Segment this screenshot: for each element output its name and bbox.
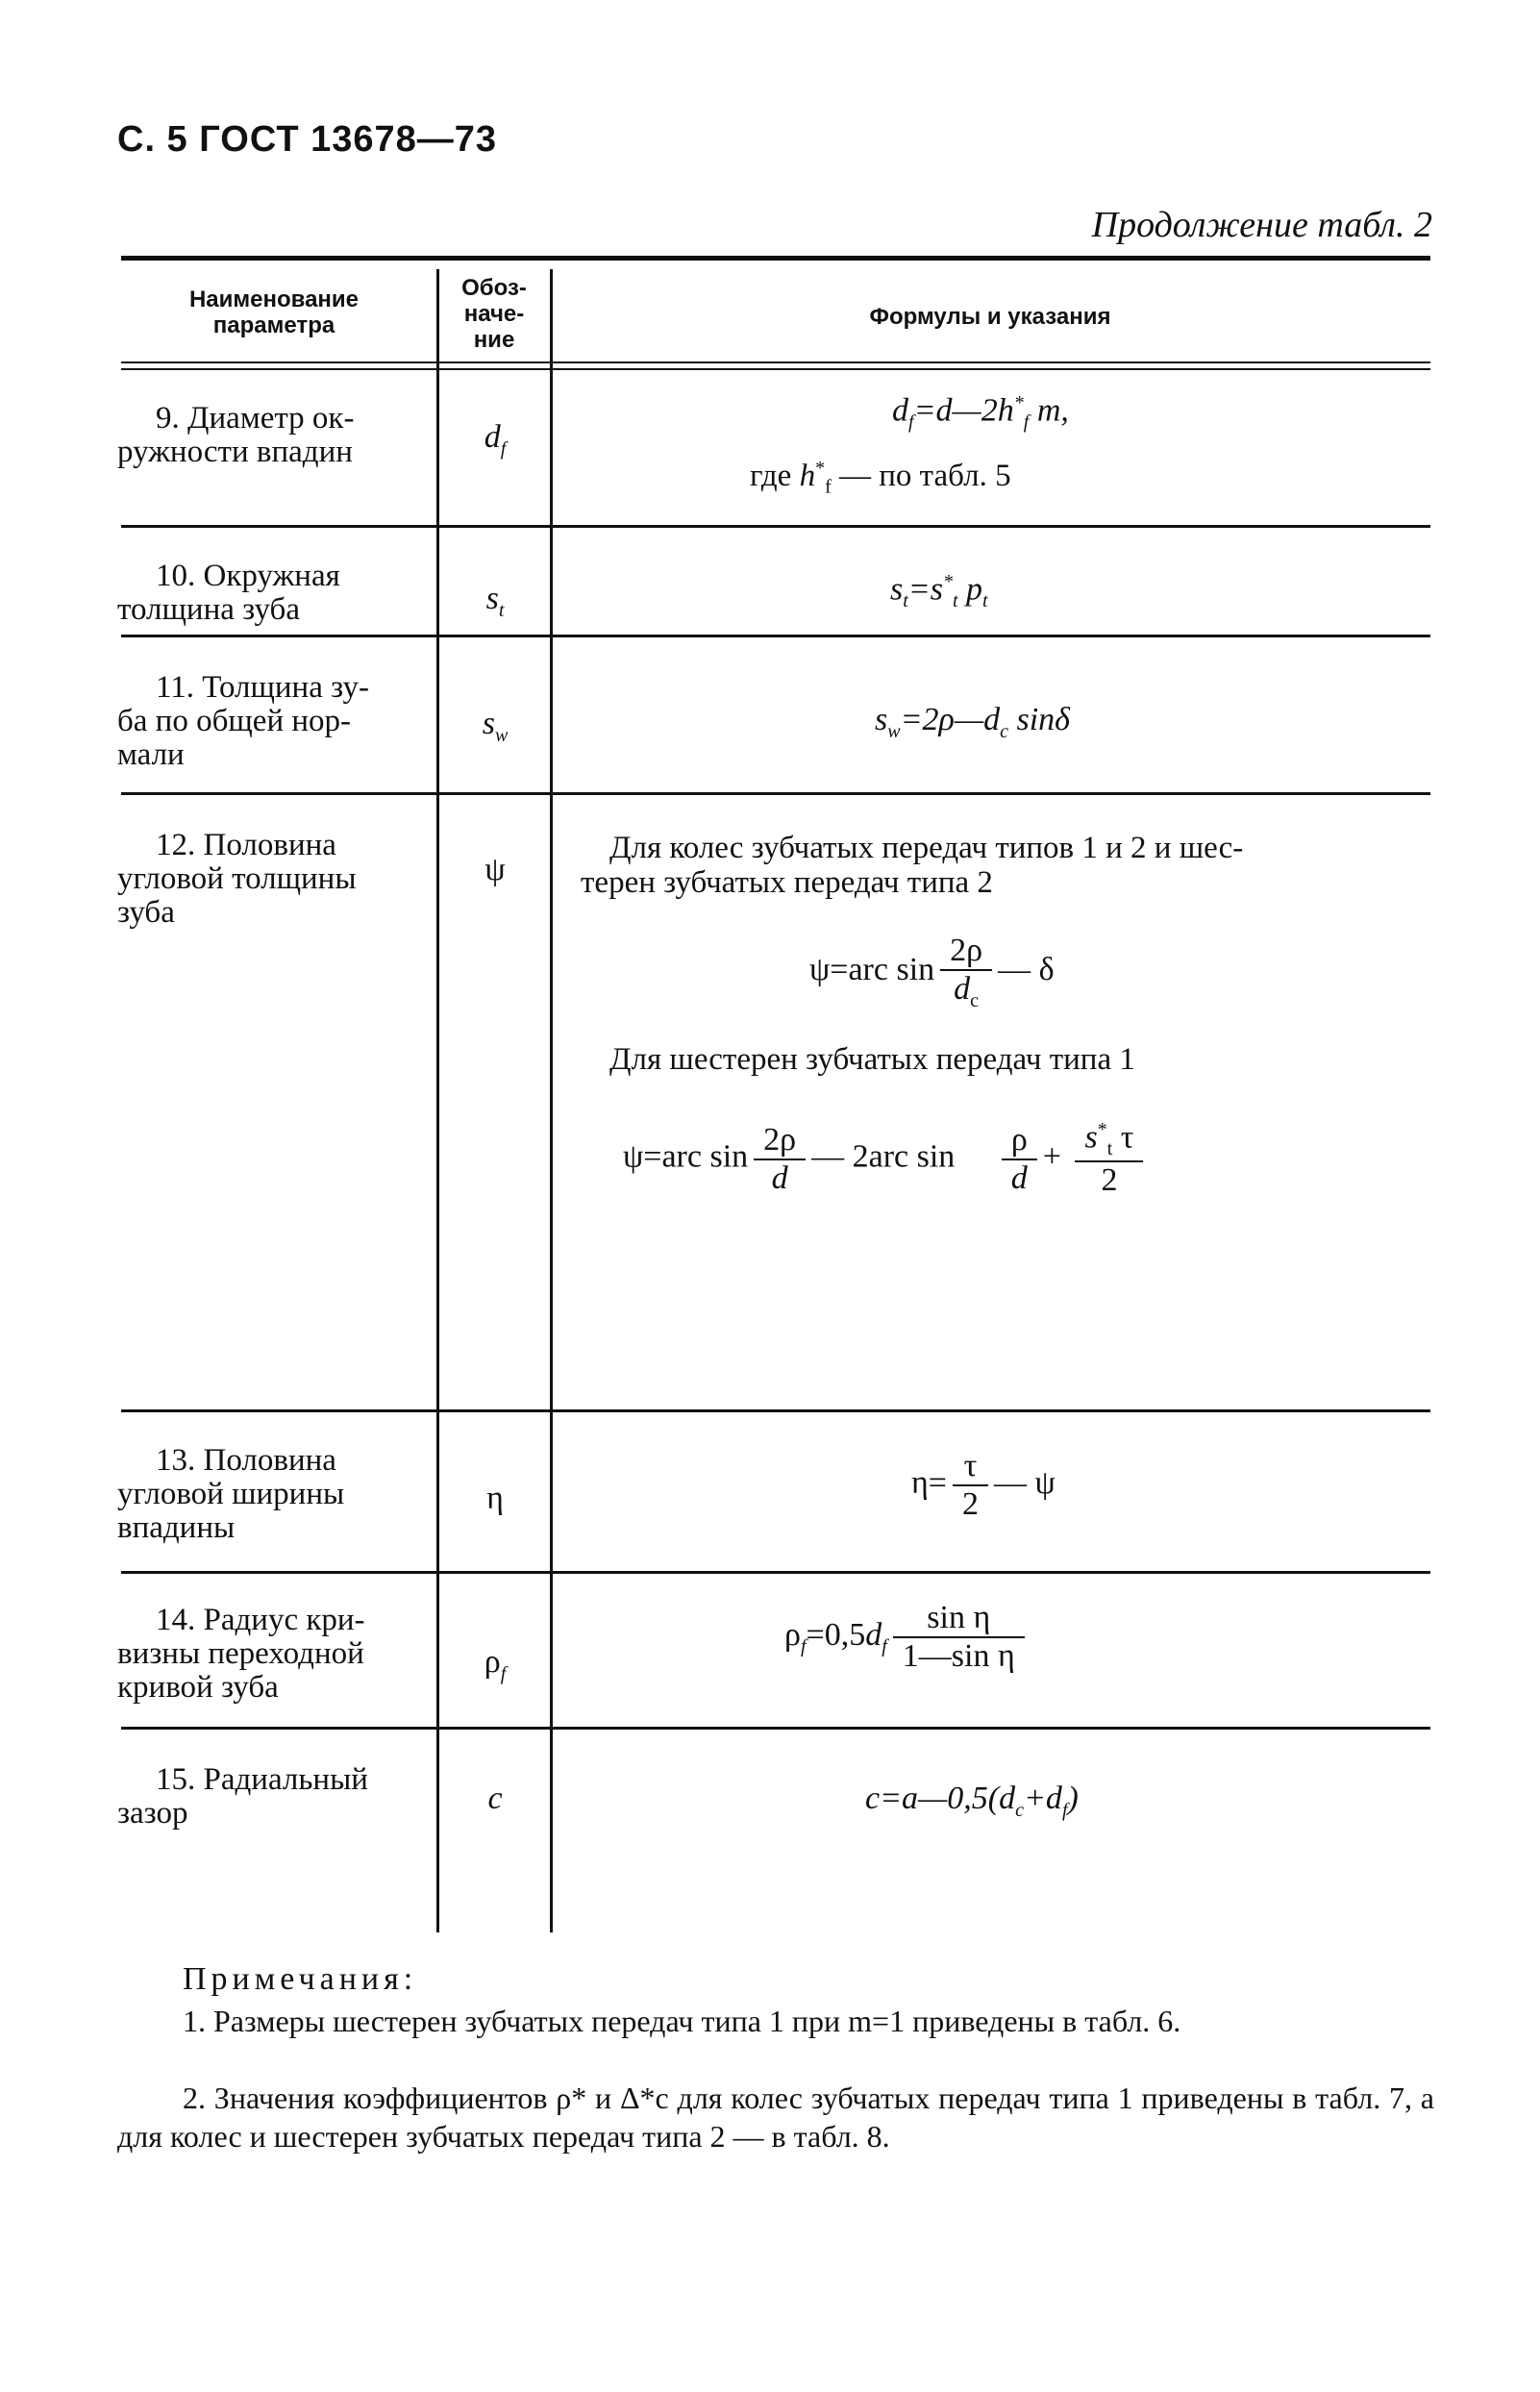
formula-note: где $h^*_f$ — по табл. 5: [750, 458, 1011, 498]
name-line: визны переходной: [117, 1636, 364, 1671]
name-line: 9. Диаметр ок-: [156, 401, 355, 436]
name-line: кривой зуба: [117, 1670, 279, 1705]
text-line: терен зубчатых передач типа 2: [581, 865, 993, 900]
header-line: параметра: [212, 312, 335, 338]
parameter-symbol: $\rho_f$: [484, 1644, 507, 1684]
parameter-name: [117, 1604, 425, 1705]
name-line: впадины: [117, 1510, 236, 1545]
name-line: 13. Половина: [156, 1443, 336, 1478]
text-line: Для колес зубчатых передач типов 1 и 2 и шес-: [609, 831, 1244, 865]
row-divider: [121, 525, 1430, 528]
header-separator-2: [121, 368, 1430, 370]
table-top-rule: [121, 256, 1430, 261]
formula: ψ=arc sin $\frac{2\rho}{d_c}$ — δ: [809, 933, 1055, 1011]
formula: η= $\frac{\tau}{2}$ — ψ: [911, 1448, 1056, 1522]
notes-title: Примечания:: [183, 1961, 418, 1997]
name-line: ружности впадин: [117, 435, 353, 469]
parameter-name: [117, 1444, 425, 1545]
parameter-symbol: $s_w$: [482, 706, 509, 746]
name-line: 15. Радиальный: [156, 1762, 368, 1797]
header-line: ние: [473, 327, 515, 353]
name-line: зуба: [117, 895, 175, 930]
name-line: ба по общей нор-: [117, 704, 352, 738]
parameter-name: [117, 560, 425, 627]
name-line: 14. Радиус кри-: [156, 1603, 365, 1637]
formula: $\rho_f=0,5d_f$ $\frac{\text{sin η}}{\text{1—sin η}}$: [784, 1600, 1031, 1675]
parameter-symbol: $s_t$: [485, 581, 505, 621]
header-line: наче-: [463, 301, 525, 327]
formula-text: Для шестерен зубчатых передач типа 1: [609, 1042, 1135, 1077]
formula: $d_f=d—2h^*_f$ m,: [892, 392, 1069, 434]
name-line: 11. Толщина зу-: [156, 670, 369, 705]
note-item: 2. Значения коэффициентов ρ* и Δ*c для колес зубчатых передач типа 1 приведены в табл. 7, а для колес и шестерен зубчатых передач типа 2 — в табл. 8.: [117, 2081, 1434, 2154]
parameter-name: [117, 671, 425, 772]
column-divider-left: [436, 269, 439, 1932]
note-item: 1. Размеры шестерен зубчатых передач типа 1 при m=1 приведены в табл. 6.: [183, 2004, 1181, 2038]
name-line: 10. Окружная: [156, 559, 340, 593]
row-divider: [121, 635, 1430, 637]
name-line: толщина зуба: [117, 592, 300, 627]
column-header-symbol: [440, 275, 548, 353]
name-line: угловой ширины: [117, 1477, 345, 1511]
formula: ψ=arc sin $\frac{2\rho}{d}$ — 2arc sin $\frac{\rho}{d}$ + $\frac{s^*_t \tau}{2}$: [623, 1119, 1149, 1199]
row-divider: [121, 1571, 1430, 1574]
name-line: 12. Половина: [156, 828, 336, 862]
parameter-name: [117, 829, 425, 930]
document-reference: С. 5 ГОСТ 13678—73: [117, 119, 498, 160]
parameter-name: [117, 402, 425, 469]
parameter-symbol: c: [487, 1781, 503, 1816]
name-line: зазор: [117, 1796, 188, 1831]
name-line: угловой толщины: [117, 861, 357, 896]
formula: $s_w=2\rho—d_c$ sinδ: [875, 702, 1070, 742]
formula-text: [581, 831, 1427, 900]
row-divider: [121, 1409, 1430, 1412]
parameter-symbol: ψ: [484, 852, 506, 887]
parameter-symbol: $d_f$: [484, 419, 507, 460]
column-divider-right: [550, 269, 553, 1932]
column-header-formula: Формулы и указания: [869, 304, 1111, 330]
row-divider: [121, 792, 1430, 795]
header-line: Обоз-: [461, 275, 527, 301]
parameter-name: [117, 1763, 425, 1831]
formula: $c=a—0,5(d_c+d_f)$: [865, 1781, 1079, 1821]
header-separator: [121, 361, 1430, 363]
header-line: Наименование: [188, 287, 360, 312]
column-header-parameter: [144, 287, 404, 338]
table-continuation-label: Продолжение табл. 2: [1091, 205, 1432, 245]
parameter-symbol: η: [486, 1481, 504, 1516]
formula: $s_t=s^*_t$ $p_t$: [890, 571, 988, 612]
row-divider: [121, 1727, 1430, 1730]
name-line: мали: [117, 737, 185, 772]
